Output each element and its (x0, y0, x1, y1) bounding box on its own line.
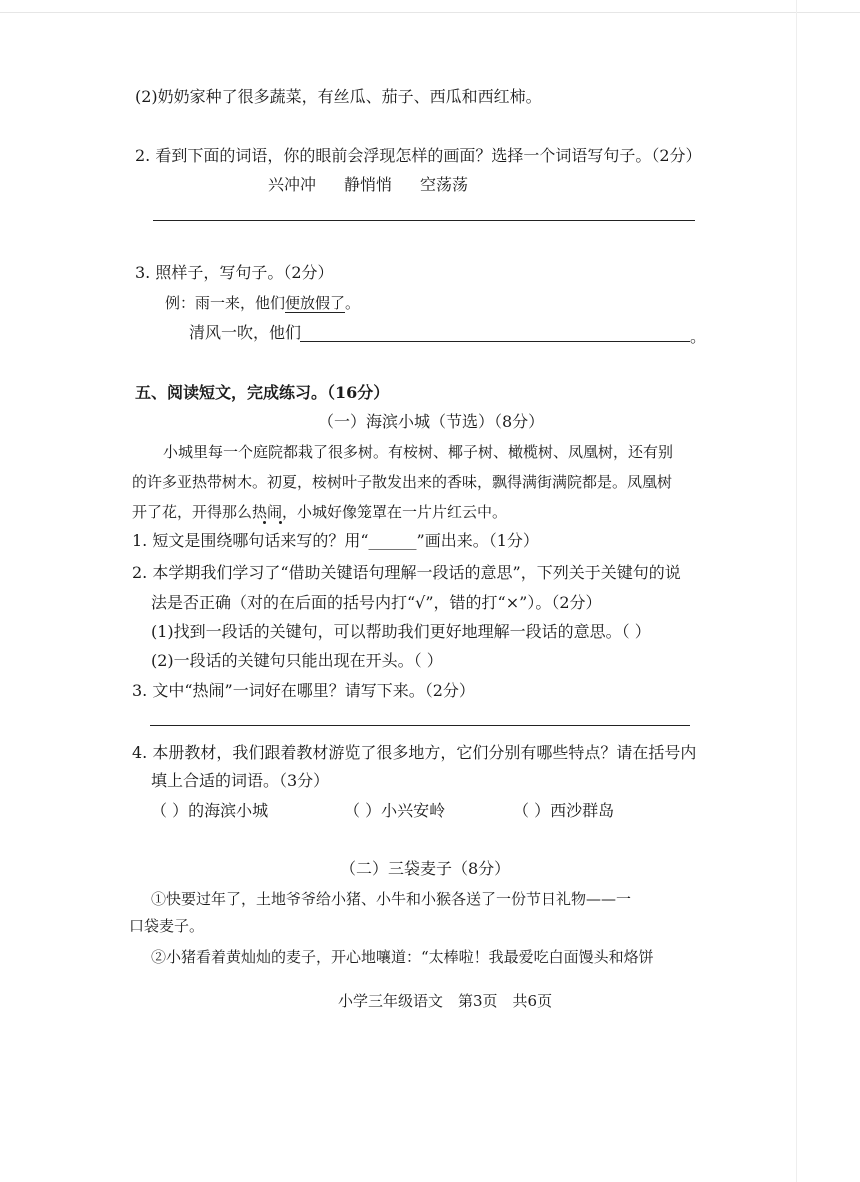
p1-q4-line-2: 填上合适的词语。（3分） (151, 771, 330, 790)
q3-example-prefix: 例：雨一来，他们 (165, 294, 286, 312)
p1-q4-blank-2[interactable]: （ ）小兴安岭 (344, 801, 446, 820)
passage-line-2: 的许多亚热带树木。初夏，桉树叶子散发出来的香味，飘得满街满院都是。凤凰树 (132, 473, 673, 491)
part2-line-2: 口袋麦子。 (129, 917, 205, 935)
part2-line-1: ①快要过年了，土地爷爷给小猪、小牛和小猴各送了一份节日礼物——一 (151, 890, 632, 908)
page-footer: 小学三年级语文 第3页 共6页 (338, 992, 553, 1010)
q2-word-2: 静悄悄 (344, 175, 393, 194)
passage-line-3: 开了花，开得那么热闹，小城好像笼罩在一片片红云中。 (132, 503, 508, 521)
scan-edge-right (796, 0, 797, 1182)
p1-q2-line-2: 法是否正确（对的在后面的括号内打“√”，错的打“×”）。（2分） (151, 593, 602, 612)
p1-q4-line-1: 4. 本册教材，我们跟着教材游览了很多地方，它们分别有哪些特点？请在括号内 (132, 743, 697, 762)
part2-line-3: ②小猪看着黄灿灿的麦子，开心地嚷道：“太棒啦！我最爱吃白面馒头和烙饼 (151, 948, 654, 966)
p1-q4-blank-3[interactable]: （ ）西沙群岛 (513, 801, 615, 820)
q3-answer-line[interactable] (300, 341, 690, 342)
p1-q2-a[interactable]: (1)找到一段话的关键句，可以帮助我们更好地理解一段话的意思。（ ） (151, 622, 651, 641)
p1-q1: 1. 短文是围绕哪句话来写的？用“______”画出来。（1分） (132, 531, 539, 550)
q3-prompt: 3. 照样子，写句子。（2分） (135, 263, 334, 282)
section5-heading: 五、阅读短文，完成练习。（16分） (135, 383, 390, 402)
p1-q3-answer-line[interactable] (150, 725, 690, 726)
p1-q4-blank-1[interactable]: （ ）的海滨小城 (151, 801, 269, 820)
emphasis-dot-2 (279, 521, 282, 524)
part1-title: （一）海滨小城（节选）（8分） (318, 412, 545, 431)
scan-edge-top (0, 12, 860, 13)
p1-q2-b[interactable]: (2)一段话的关键句只能出现在开头。（ ） (151, 651, 443, 670)
emphasis-dot-1 (263, 521, 266, 524)
passage-line-1: 小城里每一个庭院都栽了很多树。有桉树、椰子树、橄榄树、凤凰树，还有别 (163, 443, 674, 461)
q3-example (165, 292, 360, 314)
p1-q2-line-1: 2. 本学期我们学习了“借助关键语句理解一段话的意思”，下列关于关键句的说 (132, 563, 681, 582)
q3-example-underlined: 便放假了 (285, 294, 346, 312)
p1-q3: 3. 文中“热闹”一词好在哪里？请写下来。（2分） (132, 681, 475, 700)
q3-task-suffix: 。 (690, 327, 707, 346)
q3-task-prefix: 清风一吹，他们 (189, 323, 302, 342)
q2-prompt: 2. 看到下面的词语，你的眼前会浮现怎样的画面？选择一个词语写句子。（2分） (135, 146, 702, 165)
q2-answer-line[interactable] (153, 220, 695, 221)
q1-item-2: (2)奶奶家种了很多蔬菜，有丝瓜、茄子、西瓜和西红柿。 (135, 87, 542, 106)
q2-word-1: 兴冲冲 (268, 175, 317, 194)
q2-word-3: 空荡荡 (420, 175, 469, 194)
q3-example-suffix: 。 (345, 294, 361, 312)
part2-title: （二）三袋麦子（8分） (340, 859, 511, 878)
